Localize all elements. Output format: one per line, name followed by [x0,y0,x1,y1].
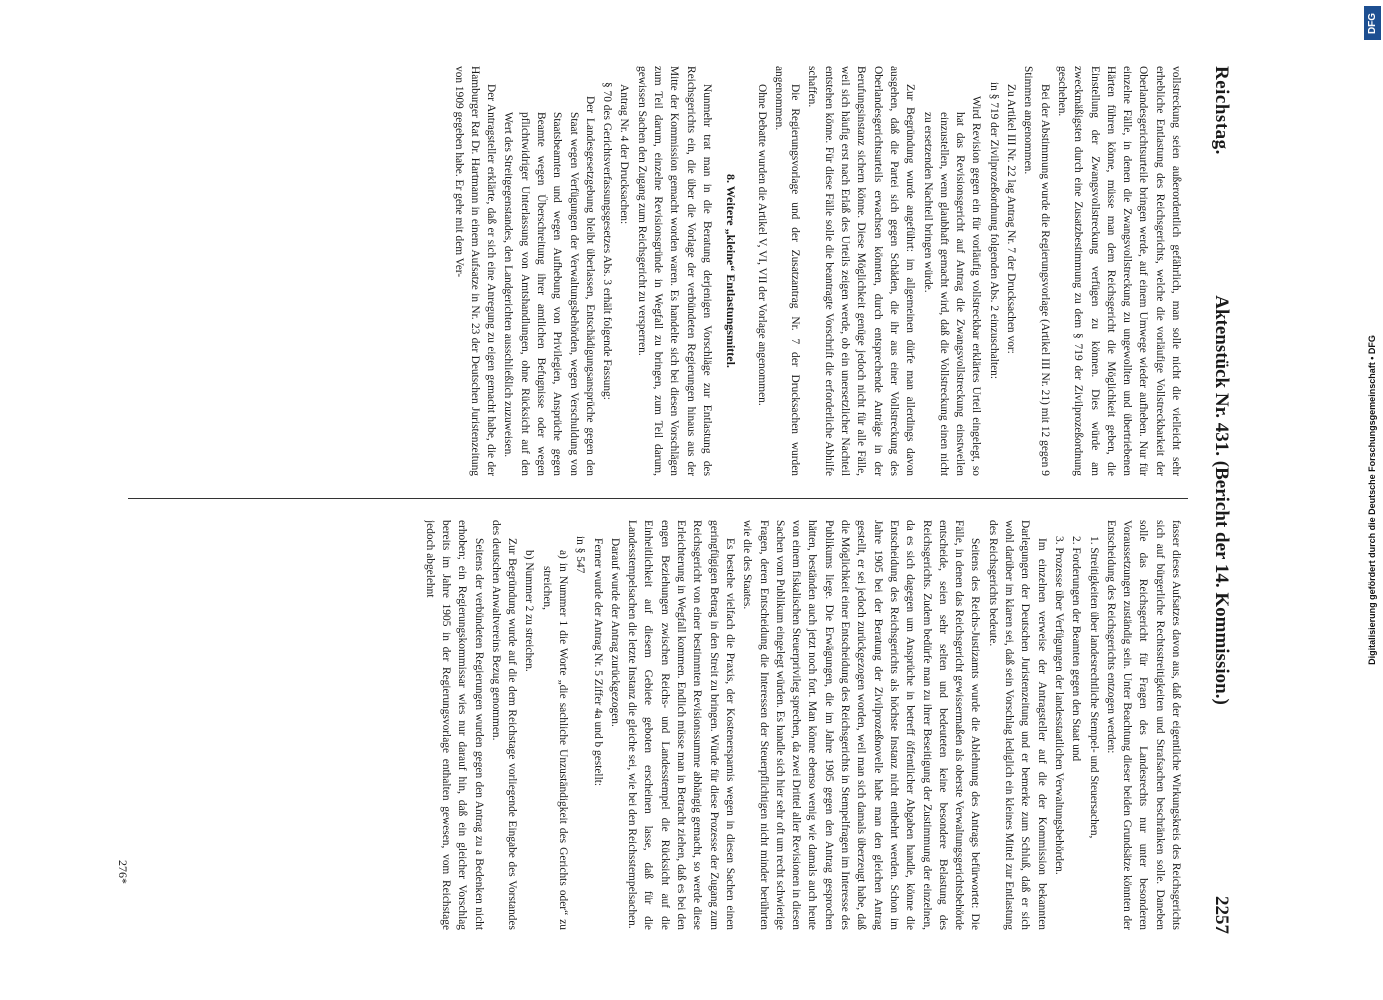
paragraph: Nunmehr trat man in die Beratung derjenigen Vorschläge zur Entlastung des Reichsgerichts ein, die über die Vorlage der verbündeten Regierungen hinaus aus der Mitte der Kommission gemacht worden waren. Es handelte sich bei diesen Vorschlägen zum Teil darum, einzelne Revisionsgründe in Wegfall zu bringen, zum Teil darum, gewissen Sachen den Zugang zum Reichsgericht zu versperren. [635,66,713,476]
paragraph: Wird Revision gegen ein für vorläufig vollstreckbar erklärtes Urteil eingelegt, so hat das Revisionsgericht auf Antrag die Zwangsvollstreckung einstweilen einzustellen, wenn glaubhaft gemacht wird, daß die Vollstreckung einen nicht zu ersetzenden Nachteil bringen würde. [921,96,983,476]
paragraph: Seitens der verbündeten Regierungen wurden gegen den Antrag zu a Bedenken nicht erhoben; ein Regierungskommissar wies nur darauf hin, daß ein gleicher Vorschlag bereits im Jahre 1905 in der Regierungsvorlage enthalten gewesen, vom Reichstage jedoch abgelehnt [423,520,485,930]
header-document-title: Aktenstück Nr. 431. (Bericht der 14. Kommission.) [1211,295,1232,705]
paragraph: Es bestehe vielfach die Praxis, der Kostenersparnis wegen in diesen Sachen einen geringfügigen Betrag in den Streit zu bringen. Würde für diese Prozesse der Zugang zum Reichsgericht von einer bestimmten Revisionssumme abhängig gemacht, so werde diese Erleichterung in Wegfall kommen. Endlich müsse man in Betracht ziehen, daß es bei den engen Beziehungen zwischen Reichs- und Landesstempel die Rücksicht auf die Einheitlichkeit auf diesem Gebiete geboten erscheinen lasse, daß für die Landesstempelsachen die letzte Instanz die gleiche sei, wie bei den Reichsstempelsachen. [626,520,736,930]
paragraph: Ohne Debatte wurden die Artikel V, VI, VII der Vorlage angenommen. [755,84,768,406]
paragraph: a) in Nummer 1 die Worte „die sachliche Unzuständigkeit des Gerichts oder“ zu streichen, [540,550,570,930]
paragraph: Die Regierungsvorlage und der Zusatzantrag Nr. 7 der Drucksachen wurden angenommen. [772,66,802,476]
paragraph: Bei der Abstimmung wurde die Regierungsvorlage (Artikel III Nr. 21) mit 12 gegen 9 Stimmen angenommen. [1022,66,1051,476]
digitization-credit: Digitalisierung gefördert durch die Deutsche Forschungsgemeinschaft • DFG [1367,335,1377,665]
column-divider [128,498,1188,499]
paragraph: 1. Streitigkeiten über landesrechtliche Stempel- und Steuersachen, [1087,536,1100,839]
paragraph: Zu Artikel III Nr. 22 lag Antrag Nr. 7 der Drucksachen vor: [1005,84,1018,354]
paragraph: Zur Begründung wurde angeführt: im allgemeinen dürfe man allerdings davon ausgehen, daß die Partei sich gegen Schäden, die ihr aus einer Vollstreckung des Oberlandesgerichtsurteils erwachsen könnten, durch entsprechende Anträge in der Berufungsinstanz sichern könne. Diese Möglichkeit genüge jedoch nicht für alle Fälle, weil sich häufig erst nach Erlaß des Urteils zeigen werde, ob ein unersetzlicher Nachteil entstehen könne. Für diese Fälle solle die beantragte Vorschrift die erforderliche Abhilfe schaffen. [806,66,917,476]
right-column [144,520,1184,930]
header-publication: Reichstag. [1211,66,1232,155]
paragraph: vollstreckung seien außerordentlich gefährlich, man solle nicht die vielleicht sehr erhebliche Entlastung des Reichsgerichts, welche die vorläufige Vollstreckbarkeit der Oberlandesgerichtsurteile bringen werde, auf einem Umwege wieder aufheben. Nur für einzelne Fälle, in denen die Zwangsvollstreckung zu ungewollten und übertriebenen Härten führen könne, müsse man dem Reichsgericht die Möglichkeit geben, die Einstellung der Zwangsvollstreckung verfügen zu können. Dies würde am zweckmäßigsten durch eine Zusatzbestimmung zu dem § 719 der Zivilprozeßordnung geschehen. [1055,66,1182,476]
paragraph: fasser dieses Aufsatzes davon aus, daß der eigentliche Wirkungskreis des Reichsgerichts sich auf bürgerliche Rechtsstreitigkeiten und Strafsachen beschränken solle. Daneben solle das Reichsgericht für Fragen des Landesrechts nur unter besonderen Voraussetzungen zuständig sein. Unter Beachtung dieser beiden Grundsätze könnten der Entscheidung des Reichsgerichts entzogen werden: [1104,520,1182,930]
scanned-page [100,66,1238,934]
page-number: 2257 [1211,896,1232,934]
sheet-signature: 276* [116,860,130,884]
paragraph: Seitens des Reichs-Justizamts wurde die Ablehnung des Antrags befürwortet: Die Fälle, in denen das Reichsgericht gewissermaßen als oberste Verwaltungsgerichtsbehörde entscheide, seien sehr selten und bedeuteten keine besondere Belastung des Reichsgerichts. Zudem bedürfe man zu ihrer Beseitigung der Zustimmung der einzelnen, da es sich dagegen um Ansprüche in betreff öffentlicher Abgaben handle, könne die Entscheidung des Reichsgerichts als höchste Instanz nicht entbehrt werden. Schon im Jahre 1905 bei der Beratung der Zivilprozeßnovelle habe man den gleichen Antrag gestellt, er sei jedoch zurückgezogen worden, weil man sich damals überzeugt habe, daß die Möglichkeit einer Entscheidung des Reichsgerichts in Stempelfragen im Interesse des Publikums liege. Die Erwägungen, die im Jahre 1905 gegen den Antrag gesprochen hätten, beständen auch jetzt noch fort. Man könne ebenso wenig wie damals auch heute von einem fiskalischen Steuerprivileg sprechen, da zwei Drittel aller Revisionen in diesen Sachen vom Publikum eingelegt würden. Es handle sich hier sehr oft um recht schwierige Fragen, deren Entscheidung die Interessen der Steuerpflichtigen nicht minder berührten wie die des Staates. [741,520,982,930]
paragraph: Darauf wurde der Antrag zurückgezogen. [608,538,621,727]
paragraph: Der Antragsteller erklärte, daß er sich eine Anregung zu eigen gemacht habe, die der Hamburger Rat Dr. Hartmann in einem Aufsatze in Nr. 23 der Deutschen Juristenzeitung von 1909 gegeben habe. Er gehe mit dem Ver- [452,66,498,476]
paragraph: Antrag Nr. 4 der Drucksachen: [618,84,631,225]
paragraph: 2. Forderungen der Beamten gegen den Staat und [1070,536,1083,762]
paragraph: 3. Prozesse über Verfügungen der landesstaatlichen Verwaltungsbehörden. [1052,536,1065,875]
paragraph: in § 719 der Zivilprozeßordnung folgenden Abs. 2 einzuschalten: [987,82,1000,380]
paragraph: § 70 des Gerichtsverfassungsgesetzes Abs. 3 erhält folgende Fassung: [601,82,614,400]
paragraph: b) Nummer 2 zu streichen. [523,550,536,672]
paragraph: in § 547 [574,536,587,574]
section-heading: 8. Weitere „kleine“ Entlastungsmittel. [724,174,739,368]
paragraph: Der Landesgesetzgebung bleibt überlassen, Entschädigungsansprüche gegen den Staat wegen Verfügungen der Verwaltungsbehörden, wegen Verschuldung von Staatsbeamten und wegen Aufhebung von Privilegien, Ansprüche gegen Beamte wegen Überschreitung ihrer amtlichen Befugnisse oder wegen pflichtwidriger Unterlassung von Amtshandlungen, ohne Rücksicht auf den Wert des Streitgegenstandes, den Landgerichten ausschließlich zuzuweisen. [502,96,596,476]
left-column [144,66,1184,476]
dfg-logo [1364,6,1381,40]
paragraph: Ferner wurde der Antrag Nr. 5 Ziffer 4a und b gestellt: [591,538,604,787]
paragraph: Im einzelnen verweise der Antragsteller auf die der Kommission bekannten Darlegungen der Deutschen Juristenzeitung und er bemerke zum Schluß, daß er sich wohl darüber im klaren sei, daß sein Vorschlag lediglich ein kleines Mittel zur Entlastung des Reichsgerichts bedeute. [986,520,1048,930]
page-header [1198,66,1238,934]
dfg-logo-text: DFG [1367,12,1379,34]
paragraph: Zur Begründung wurde auf die dem Reichstage vorliegende Eingabe des Vorstandes des deutschen Anwaltvereins Bezug genommen. [489,520,519,930]
